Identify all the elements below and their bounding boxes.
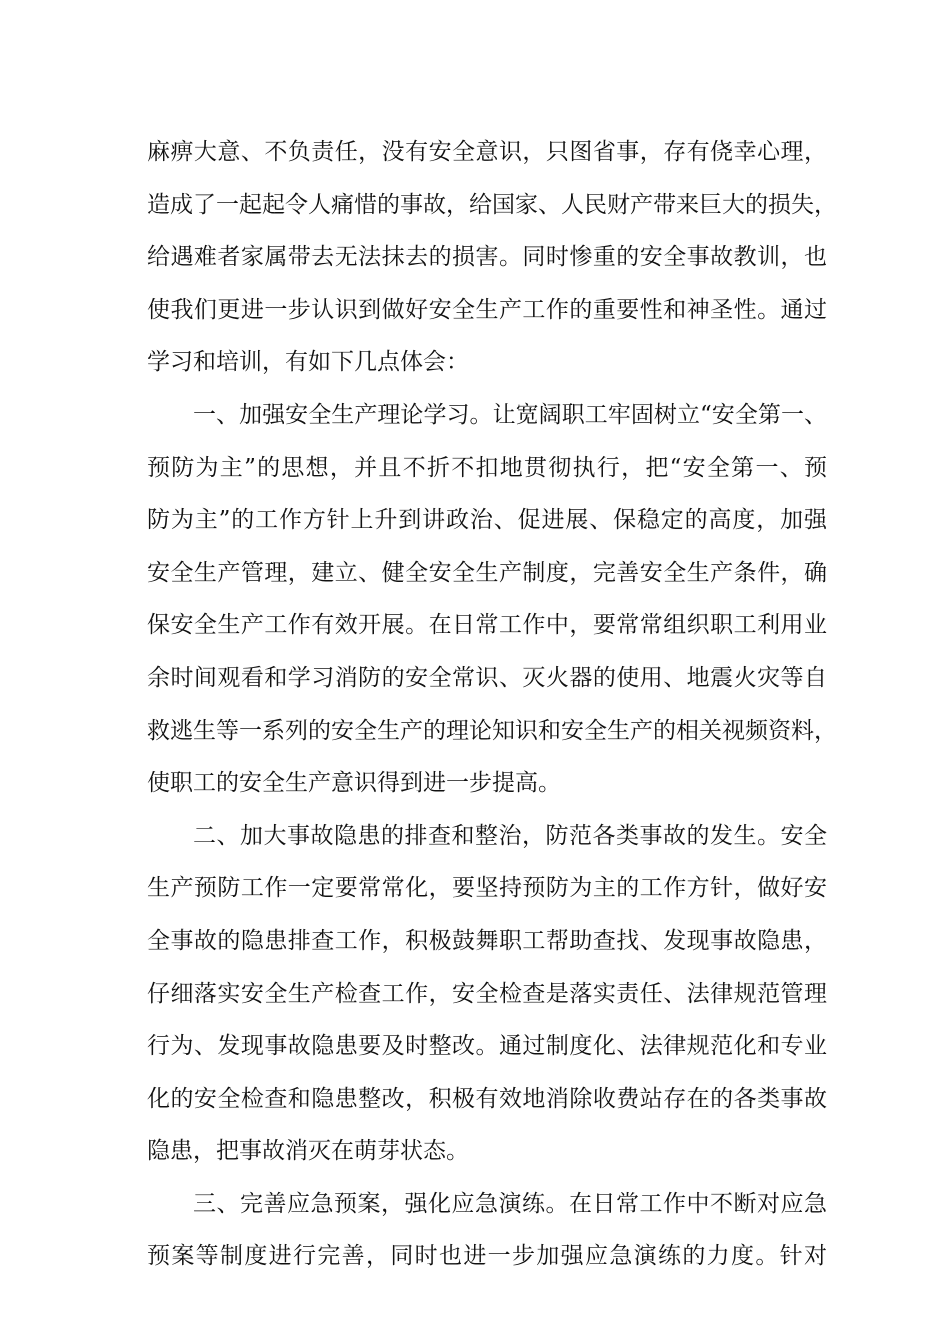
text-line: 安全生产管理，建立、健全安全生产制度，完善安全生产条件，确 — [147, 559, 827, 586]
text-line: 行为、发现事故隐患要及时整改。通过制度化、法律规范化和专业 — [147, 1033, 827, 1060]
text-line: 预案等制度进行完善，同时也进一步加强应急演练的力度。针对 — [147, 1243, 827, 1270]
text-line: 使我们更进一步认识到做好安全生产工作的重要性和神圣性。通过 — [147, 296, 827, 323]
text-line: 使职工的安全生产意识得到进一步提高。 — [147, 770, 561, 797]
text-line: 隐患，把事故消灭在萌芽状态。 — [147, 1138, 469, 1165]
text-line: 余时间观看和学习消防的安全常识、灭火器的使用、地震火灾等自 — [147, 664, 827, 691]
text-line: 生产预防工作一定要常常化，要坚持预防为主的工作方针，做好安 — [147, 875, 827, 902]
text-line: 保安全生产工作有效开展。在日常工作中，要常常组织职工利用业 — [147, 612, 827, 639]
text-line: 化的安全检查和隐患整改，积极有效地消除收费站存在的各类事故 — [147, 1085, 827, 1112]
text-line: 学习和培训，有如下几点体会： — [147, 349, 469, 376]
paragraph-first-line: 二、加大事故隐患的排查和整治，防范各类事故的发生。安全 — [193, 822, 827, 849]
body-text — [147, 134, 837, 1291]
text-line: 预防为主”的思想，并且不折不扣地贯彻执行，把“安全第一、预 — [147, 454, 827, 481]
text-line: 造成了一起起令人痛惜的事故，给国家、人民财产带来巨大的损失， — [147, 191, 837, 218]
text-line: 麻痹大意、不负责任，没有安全意识，只图省事，存有侥幸心理， — [147, 139, 827, 165]
text-line: 全事故的隐患排查工作，积极鼓舞职工帮助查找、发现事故隐患， — [147, 927, 827, 954]
paragraph-first-line: 三、完善应急预案，强化应急演练。在日常工作中不断对应急 — [193, 1190, 827, 1217]
text-line: 给遇难者家属带去无法抹去的损害。同时惨重的安全事故教训，也 — [147, 244, 827, 271]
paragraph-first-line: 一、加强安全生产理论学习。让宽阔职工牢固树立“安全第一、 — [193, 401, 827, 428]
text-line: 仔细落实安全生产检查工作，安全检查是落实责任、法律规范管理 — [147, 980, 827, 1007]
text-line: 防为主”的工作方针上升到讲政治、促进展、保稳定的高度，加强 — [147, 507, 827, 534]
text-line: 救逃生等一系列的安全生产的理论知识和安全生产的相关视频资料， — [147, 717, 837, 744]
